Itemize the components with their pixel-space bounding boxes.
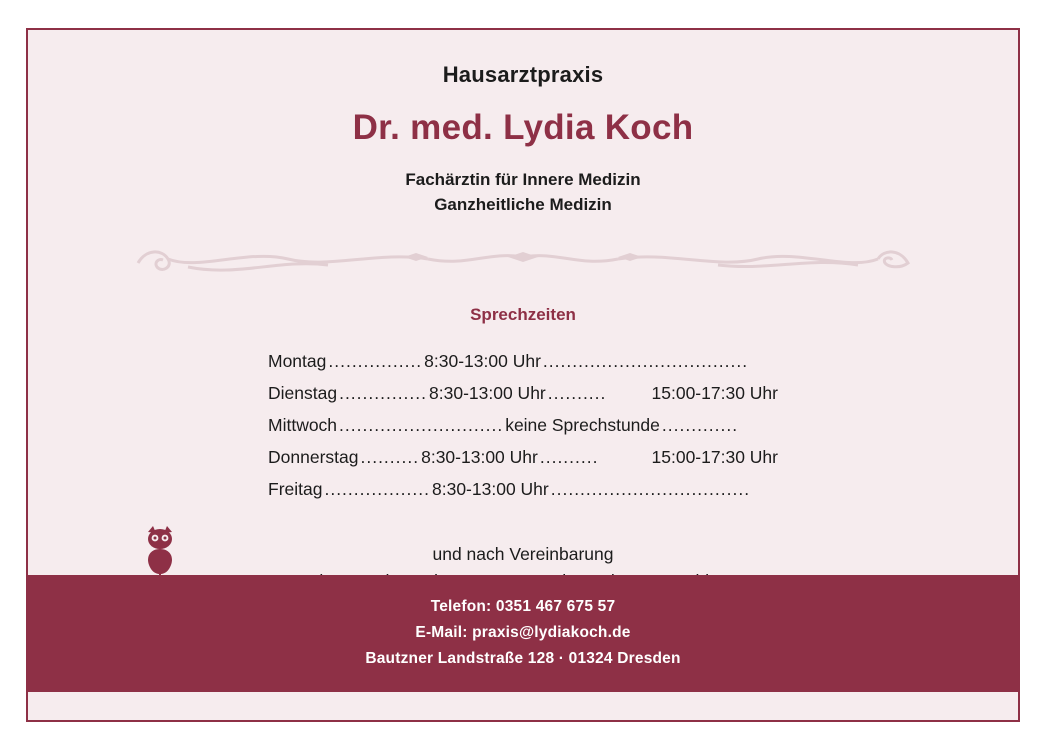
leader-dots: ............... [339,383,428,404]
leader-dots: ................ [328,351,423,372]
hours-title: Sprechzeiten [470,305,576,325]
leader-dots: ................................... [542,351,749,372]
leader-dots: .......... [539,447,599,468]
hours-day: Donnerstag [268,447,359,468]
leader-dots: .................................. [550,479,751,500]
hours-day: Mittwoch [268,415,338,436]
specialty-line-1: Fachärztin für Innere Medizin [405,170,641,189]
flourish-icon [128,237,918,279]
leader-dots: .......... [360,447,420,468]
note-appointment: und nach Vereinbarung [432,544,614,565]
hours-morning: 8:30-13:00 Uhr [424,351,541,372]
doctor-name: Dr. med. Lydia Koch [352,108,694,147]
hours-day: Dienstag [268,383,338,404]
hours-list [268,351,778,511]
hours-morning: keine Sprechstunde [505,415,660,436]
leader-dots: ............................ [339,415,504,436]
leader-dots: ............. [661,415,739,436]
hours-row [268,415,778,447]
hours-morning: 8:30-13:00 Uhr [429,383,546,404]
leader-dots: .......... [547,383,607,404]
hours-row [268,447,778,479]
ornamental-divider [28,237,1018,283]
business-card [26,28,1020,722]
hours-morning: 8:30-13:00 Uhr [421,447,538,468]
hours-row [268,479,778,511]
hours-day: Montag [268,351,327,372]
hours-day: Freitag [268,479,323,500]
hours-row [268,351,778,383]
footer-phone[interactable]: Telefon: 0351 467 675 57 [430,597,616,615]
footer-address: Bautzner Landstraße 128 · 01324 Dresden [365,649,681,667]
hours-afternoon: 15:00-17:30 Uhr [651,447,778,468]
practice-kind: Hausarztpraxis [442,62,604,87]
leader-dots: .................. [324,479,430,500]
hours-morning: 8:30-13:00 Uhr [432,479,549,500]
footer-email[interactable]: E-Mail: praxis@lydiakoch.de [415,623,631,641]
footer-contact [28,575,1018,692]
specialty [28,168,1018,217]
specialty-line-2: Ganzheitliche Medizin [434,194,612,214]
hours-afternoon: 15:00-17:30 Uhr [651,383,778,404]
hours-row [268,383,778,415]
header-block [28,30,1018,217]
